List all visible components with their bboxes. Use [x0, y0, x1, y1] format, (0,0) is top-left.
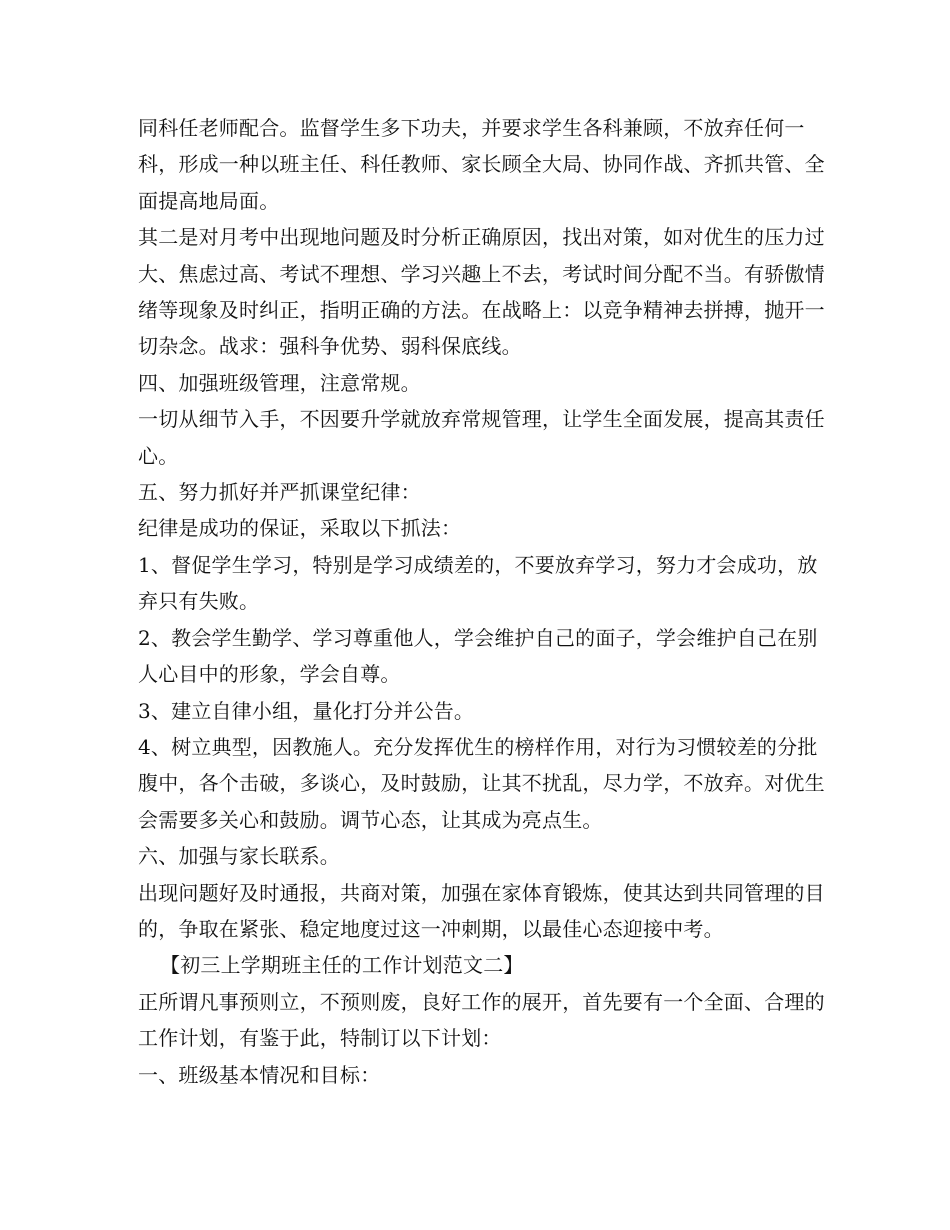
list-item-1: 1、督促学生学习，特别是学习成绩差的，不要放弃学习，努力才会成功，放弃只有失败。	[138, 552, 818, 614]
section-heading-6: 六、加强与家长联系。	[138, 844, 340, 869]
paragraph-2: 其二是对月考中出现地问题及时分析正确原因，找出对策，如对优生的压力过大、焦虑过高、考试不理想、学习兴趣上不去，考试时间分配不当。有骄傲情绪等现象及时纠正，指明正确的方法。在战略上：以竞争精神去拼搏，抛开一切杂念。战求：强科争优势、弱科保底线。	[138, 225, 825, 359]
document-body	[138, 110, 828, 1093]
section-heading-5: 五、努力抓好并严抓课堂纪律：	[138, 480, 421, 505]
section-heading-1: 一、班级基本情况和目标：	[138, 1062, 381, 1087]
paragraph-5: 出现问题好及时通报，共商对策，加强在家体育锻炼，使其达到共同管理的目的，争取在紧张、稳定地度过这一冲刺期，以最佳心态迎接中考。	[138, 880, 825, 941]
list-item-2: 2、教会学生勤学、学习尊重他人，学会维护自己的面子，学会维护自己在别人心目中的形象，学会自尊。	[138, 625, 818, 687]
list-item-4: 4、树立典型，因教施人。充分发挥优生的榜样作用，对行为习惯较差的分批腹中，各个击破，多谈心，及时鼓励，让其不扰乱，尽力学，不放弃。对优生会需要多关心和鼓励。调节心态，让其成为亮点生。	[138, 734, 825, 832]
paragraph-6: 正所谓凡事预则立，不预则废，良好工作的展开，首先要有一个全面、合理的工作计划，有鉴于此，特制订以下计划：	[138, 989, 825, 1051]
paragraph-3: 一切从细节入手，不因要升学就放弃常规管理，让学生全面发展，提高其责任心。	[138, 407, 825, 468]
paragraph-1: 同科任老师配合。监督学生多下功夫，并要求学生各科兼顾，不放弃任何一科，形成一种以班主任、科任教师、家长顾全大局、协同作战、齐抓共管、全面提高地局面。	[138, 116, 825, 213]
paragraph-4: 纪律是成功的保证，采取以下抓法：	[138, 516, 462, 541]
section-heading-4: 四、加强班级管理，注意常规。	[138, 370, 421, 395]
article-title: 【初三上学期班主任的工作计划范文二】	[160, 953, 524, 978]
list-item-3: 3、建立自律小组，量化打分并公告。	[138, 698, 475, 723]
